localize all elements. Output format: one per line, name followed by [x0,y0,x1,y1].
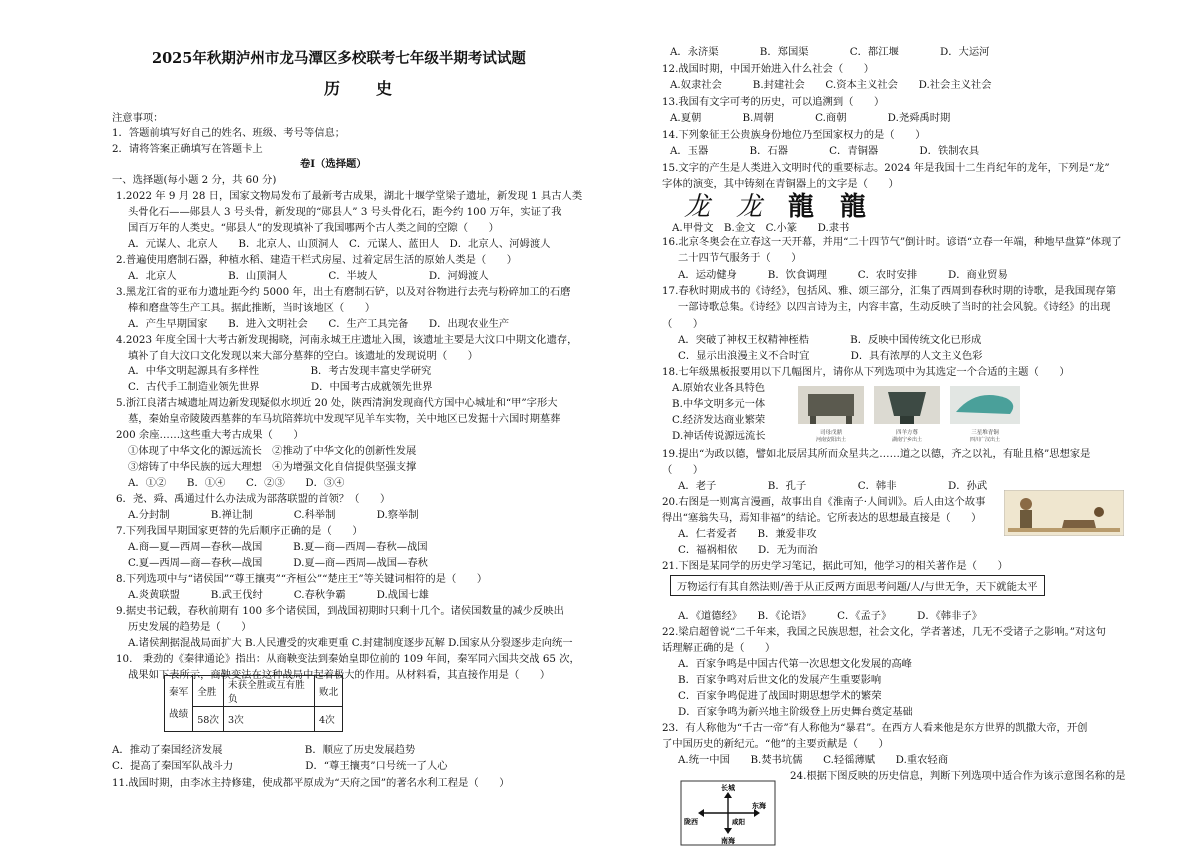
text-line: 1.2022 年 9 月 28 日，国家文物局发布了最新考古成果，湖北十堰学堂梁子遗址，新发现 1 具古人类 [116,190,583,202]
text-line: 得出“塞翁失马，焉知非福”的结论。它所表达的思想最直接是（ ） [662,512,982,524]
text-line: A．永济渠 B．郑国渠 C．都江堰 D．大运河 [670,46,990,58]
text-line: 23．有人称他为“千古一帝”有人称他为“暴君”。在西方人看来他是东方世界的凯撒大帝，开创 [662,722,1088,734]
text-line: 200 余座……这些重大考古成果（ ） [116,429,304,442]
section-heading: 一、选择题(每小题 2 分，共 60 分) [112,174,277,186]
table-col-header: 败北 [315,676,343,707]
option-line: D.神话传说源远流长 [672,430,766,442]
text-line: 13.我国有文字可考的历史，可以追溯到（ ） [662,95,885,108]
text-line: 15.文字的产生是人类进入文明时代的重要标志。2024 年是我国十二生肖纪年的龙年，下列是“龙” [662,161,1110,174]
text-line: A．北京人 B．山顶洞人 C．半坡人 D．河姆渡人 [128,269,489,282]
text-line: 5.浙江良渚古城遗址周边新发现疑似水坝近 20 处，陕西清涧发现商代方国中心城址和“甲”字形大 [116,397,558,410]
text-line: A．元谋人、北京人 B．北京人、山顶洞人 C．元谋人、蓝田人 D．北京人、河姆渡人 [128,237,551,250]
text-line: 2.普遍使用磨制石器，种植水稻、建造干栏式房屋、过着定居生活的原始人类是（ ） [116,253,518,266]
text-line: 战果如下表所示，商鞅变法在这种战局中起着极大的作用。从材料看，其直接作用是（ ） [128,668,551,681]
text-line: 14.下列象征王公贵族身份地位乃至国家权力的是（ ） [662,128,926,141]
text-line: C．福祸相依 D．无为而治 [678,544,818,556]
text-line: （ ） [662,464,704,476]
text-line: 19.提出“为政以德，譬如北辰居其所而众星共之……道之以德，齐之以礼，有耻且格”思想家是 [662,448,1091,460]
text-line: 了中国历史的新纪元。“他”的主要贡献是（ ） [662,738,889,750]
text-line: A.商—夏—西周—春秋—战国 B.夏—商—西周—春秋—战国 [128,540,428,553]
text-line: A．①② B．①④ C．②③ D．③④ [128,477,345,490]
note-item: 2．请将答案正确填写在答题卡上 [112,143,263,155]
text-line: 9.据史书记载，春秋前期有 100 多个诸侯国，到战国初期时只剩十几个。诸侯国数量的减少反映出 [116,604,564,617]
option-line: C.经济发达商业繁荣 [672,414,766,426]
text-line: （ ） [662,317,704,330]
table-cell: 3次 [224,707,315,732]
text-line: A．百家争鸣是中国古代第一次思想文化发展的高峰 [678,658,912,670]
text-line: 国百万年的人类史。“郧县人”的发现填补了我国哪两个古人类之间的空隙（ ） [128,221,499,234]
table-cell: 4次 [315,707,343,732]
text-line: 历史发展的趋势是（ ） [128,620,252,633]
text-line: 4.2023 年度全国十大考古新发现揭晓，河南永城王庄遗址入围，该遗址主要是大汶口中期文化遗存， [116,333,578,346]
text-line: A.分封制 B.禅让制 C.科举制 D.察举制 [128,509,419,521]
table-col-header: 未获全胜或互有胜负 [224,676,315,707]
text-line: A.夏朝 B.周朝 C.商朝 D.尧舜禹时期 [670,112,951,124]
text-line: 22.梁启超曾说“二千年来，我国之民族思想，社会文化，学者著述，几无不受诸子之影响。”对这句 [662,626,1106,638]
text-line: C．百家争鸣促进了战国时期思想学术的繁荣 [678,690,882,702]
text-line: 6．尧、舜、禹通过什么办法成为部落联盟的首领？（ ） [116,493,391,506]
volume-heading: 卷I（选择题） [300,158,367,170]
table-cell: 58次 [193,707,224,732]
text-line: C．古代手工制造业领先世界 D．中国考古成就领先世界 [128,381,433,394]
option-line: A.甲骨文 B.金文 C.小篆 D.隶书 [672,222,850,234]
text-line: A.诸侯割据混战局面扩大 B.人民遭受的灾难更重 C.封建制度逐步瓦解 D.国家从分裂逐步走向统一 [128,636,573,649]
text-line: 填补了自大汶口文化发现以来大部分墓葬的空白。该遗址的发现说明（ ） [128,349,479,362]
artifact-caption: 四羊方尊 [895,430,919,436]
text-line: 墓，秦始皇帝陵陵西墓葬的车马坑陪葬坑中发现罕见羊车实物，关中地区已发掘十六国时期墓葬 [128,413,561,426]
map-label-west: 陇西 [684,817,698,826]
text-line: A.炎黄联盟 B.武王伐纣 C.春秋争霸 D.战国七雄 [128,588,429,601]
text-line: A．中华文明起源具有多样性 B．考古发现丰富史学研究 [128,365,432,378]
battle-table [164,675,343,732]
text-line: 话理解正确的是（ ） [662,642,776,654]
notes-heading: 注意事项： [112,112,164,124]
text-line: 7.下列我国早期国家更替的先后顺序正确的是（ ） [116,524,363,537]
svg-text:湖南宁乡出土: 湖南宁乡出土 [891,437,923,443]
text-line: D．百家争鸣为新兴地主阶级登上历史舞台奠定基础 [678,706,913,718]
map-label-east: 东海 [752,801,766,810]
bronze-artifacts-image [796,382,1026,444]
fable-cartoon-image [1004,490,1124,536]
question-line: 11.战国时期，由李冰主持修建，使成都平原成为“天府之国”的著名水利工程是（ ） [112,777,510,789]
option-line: A.原始农业各具特色 [672,382,766,394]
text-line: 12.战国时期，中国开始进入什么社会（ ） [662,62,875,75]
text-line: B．百家争鸣对后世文化的发展产生重要影响 [678,674,882,686]
text-line: A．《道德经》 B．《论语》 C．《孟子》 D．《韩非子》 [678,610,982,622]
text-line: 字体的演变，其中铸刻在青铜器上的文字是（ ） [662,178,899,190]
svg-text:四川广汉出土: 四川广汉出土 [969,437,1001,443]
qin-territory-diagram [680,780,776,846]
exam-title: 2025年秋期泸州市龙马潭区多校联考七年级半期考试试题 [152,50,526,67]
text-line: A.统一中国 B.焚书坑儒 C.轻徭薄赋 D.重农轻商 [678,754,949,766]
map-label-south: 南海 [721,836,735,845]
study-note-box: 万物运行有其自然法则/善于从正反两方面思考问题/人/与世无争，天下就能太平 [670,575,1045,596]
map-label-center: 咸阳 [732,818,745,826]
text-line: 21.下图是某同学的历史学习笔记，据此可知，他学习的相关著作是（ ） [662,560,1008,572]
text-line: 18.七年级黑板报要用以下几幅图片，请你从下列选项中为其选定一个合适的主题（ ） [662,366,1070,379]
text-line: 16.北京冬奥会在立春这一天开幕，并用“二十四节气”倒计时。谚语“立春一年端，种地早盘算”体现了 [662,236,1122,248]
text-line: 棒和磨盘等生产工具。据此推断，当时该地区（ ） [128,301,376,314]
option-line: B.中华文明多元一体 [672,398,766,410]
question-line: 24.根据下图反映的历史信息，判断下列选项中适合作为该示意图名称的是 [790,770,1126,782]
artifact-caption: 三星堆青铜 [971,430,999,436]
table-row-header: 秦军 战绩 [165,676,193,732]
artifact-caption: 司母戊鼎 [819,430,843,436]
text-line: A．产生早期国家 B．进入文明社会 C．生产工具完备 D．出现农业生产 [128,317,510,330]
text-line: 20.右图是一则寓言漫画，故事出自《淮南子·人间训》。后人由这个故事 [662,496,986,508]
svg-text:河南安阳出土: 河南安阳出土 [815,437,847,443]
text-line: 3.黑龙江省的亚布力遗址距今约 5000 年，出土有磨制石铲，以及对谷物进行去壳与粉碎加工的石磨 [116,285,571,298]
option-line: C．提高了秦国军队战斗力 D．“尊王攘夷”口号统一了人心 [112,760,448,772]
text-line: ③熔铸了中华民族的远大理想 ④为增强文化自信提供坚强支撑 [128,461,417,474]
option-line: A．推动了秦国经济发展 B．顺应了历史发展趋势 [112,744,416,756]
text-line: A．老子 B．孔子 C．韩非 D．孙武 [678,480,988,492]
text-line: ①体现了中华文化的源远流长 ②推动了中华文化的创新性发展 [128,445,417,458]
table-col-header: 全胜 [193,676,224,707]
text-line: A.奴隶社会 B.封建社会 C.资本主义社会 D.社会主义社会 [670,79,992,91]
text-line: C.夏—西周—商—春秋—战国 D.夏—商—西周—战国—春秋 [128,556,428,569]
text-line: A．玉器 B．石器 C．青铜器 D．铁制农具 [670,145,980,157]
text-line: 17.春秋时期成书的《诗经》，包括风、雅、颂三部分，汇集了西周到春秋时期的诗歌，是我国现存第 [662,284,1116,297]
text-line: 二十四节气服务于（ ） [678,252,802,265]
dragon-characters: 龙龙龍龍 [684,192,893,222]
text-line: A．运动健身 B．饮食调理 C．农时安排 D．商业贸易 [678,268,1008,281]
text-line: 一部诗歌总集。《诗经》以四言诗为主，内容丰富，生动反映了当时的社会风貌。《诗经》的出现 [678,301,1111,314]
text-line: A．仁者爱者 B．兼爱非攻 [678,528,817,540]
map-label-north: 长城 [721,783,735,792]
text-line: 8.下列选项中与“诸侯国”“尊王攘夷”“齐桓公”“楚庄王”等关键词相符的是（ ） [116,572,488,585]
text-line: C．显示出浪漫主义不合时宜 D．具有浓厚的人文主义色彩 [678,350,983,363]
subject-title: 历史 [324,79,429,98]
text-line: 头骨化石——郧县人 3 号头骨，新发现的“郧县人” 3 号头骨化石，距今约 100 万年，实证了我 [128,205,562,218]
text-line: A．突破了神权王权精神桎梏 B．反映中国传统文化已形成 [678,333,982,346]
note-item: 1．答题前填写好自己的姓名、班级、考号等信息； [112,127,346,139]
text-line: 10. 秉劲的《秦律通论》指出：从商鞅变法到秦始皇即位前的 109 年间，秦军同六国共交战 65 次， [116,652,580,665]
